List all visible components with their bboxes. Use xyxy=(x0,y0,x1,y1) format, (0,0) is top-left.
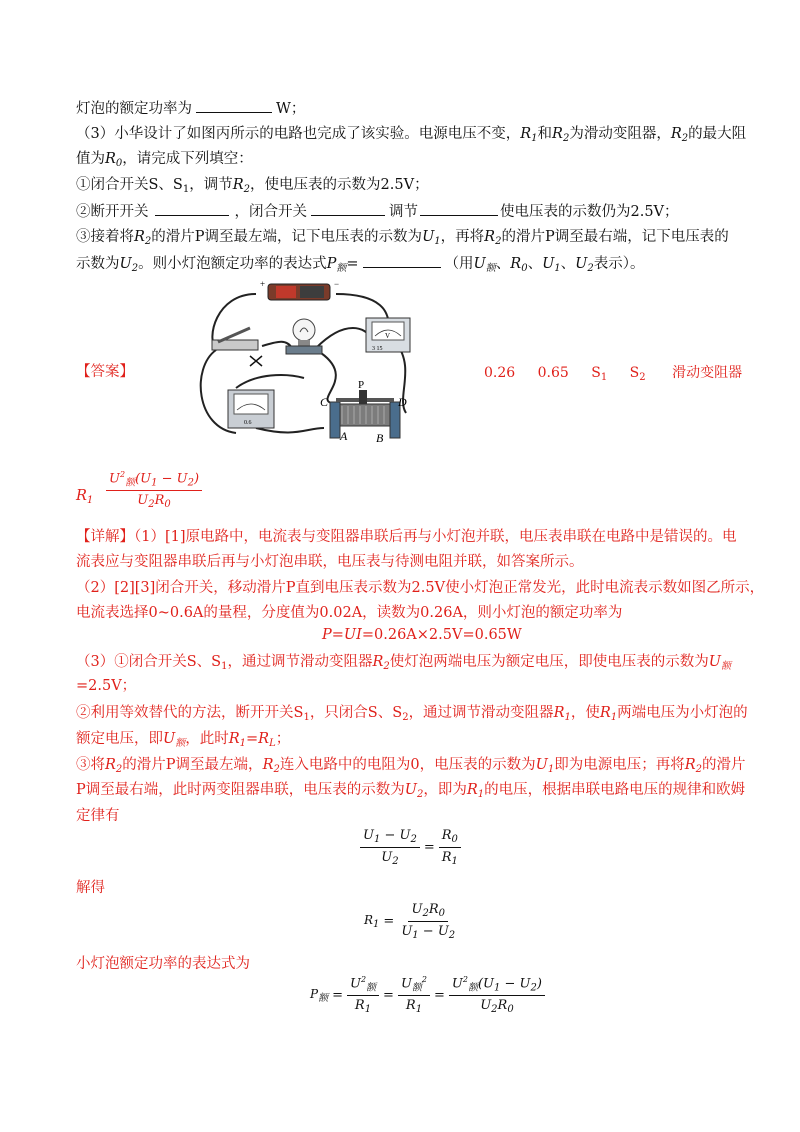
svg-text:A: A xyxy=(340,429,348,443)
detail-p1b: 流表应与变阻器串联后再与小灯泡串联，电压表与待测电阻并联，如答案所示。 xyxy=(76,554,584,570)
equation-power: $P_额$ = $\frac{U^2_额}{R_1}$ = $\frac{U_额^2}{R_1}$ = $\frac{U^2_额(U_1 - U_2)}{U_2R_0}$ xyxy=(310,975,545,1015)
q3-step1: ①闭合开关S、$S_1$，调节$R_2$，使电压表的示数为2.5V； xyxy=(76,177,429,195)
q3-step3-line2: 示数为$U_2$。则小灯泡额定功率的表达式$P_额=$ （用$U_额$、$R_0$、$U_1$、$U_2$表示）。 xyxy=(76,253,645,279)
svg-text:P: P xyxy=(358,379,365,391)
detail-p3a: （3）①闭合开关S、$S_1$，通过调节滑动变阻器$R_2$使灯泡两端电压为额定电压，即使电压表的示数为$U_额$ xyxy=(76,654,731,672)
detail-p4b: 额定电压，即$U_额$，此时$R_1=R_L$； xyxy=(76,731,291,749)
svg-text:−: − xyxy=(334,279,340,289)
answer-values: 0.26 0.65 $S_1$ $S_2$ 滑动变阻器 xyxy=(484,365,743,383)
q3-step2: ②断开开关 ，闭合开关 调节 使电压表的示数仍为2.5V； xyxy=(76,201,679,222)
detail-jiede: 解得 xyxy=(76,880,105,896)
svg-text:0.6: 0.6 xyxy=(244,420,252,426)
detail-expr-label: 小灯泡额定功率的表达式为 xyxy=(76,956,250,972)
detail-p2c: P=UI=0.26A×2.5V=0.65W xyxy=(322,627,522,643)
detail-p3b: =2.5V； xyxy=(76,678,137,694)
svg-text:B: B xyxy=(376,431,384,445)
battery-icon xyxy=(260,279,339,300)
detail-p1a: 【详解】（1）[1]原电路中，电流表与变阻器串联后再与小灯泡并联，电压表串联在电路中是错误的。电 xyxy=(76,529,737,545)
q3-step3-line1: ③接着将$R_2$的滑片P调至最左端，记下电压表的示数为$U_1$，再将$R_2$的滑片P调至最右端，记下电压表的 xyxy=(76,229,729,247)
rheostat-icon xyxy=(320,379,407,445)
detail-p5a: ③将$R_2$的滑片P调至最左端，$R_2$连入电路中的电阻为0，电压表的示数为$U_1$即为电源电压；再将$R_2$的滑片 xyxy=(76,757,746,775)
q2-tail-line: 灯泡的额定功率为 W； xyxy=(76,98,305,119)
svg-text:+: + xyxy=(260,279,266,289)
answer-r1: $R_1$ xyxy=(76,488,94,506)
ammeter-icon xyxy=(228,390,274,428)
svg-text:V: V xyxy=(385,332,391,340)
voltmeter-icon xyxy=(366,318,410,352)
answer-blank xyxy=(196,98,272,113)
detail-p2b: 电流表选择0~0.6A的量程，分度值为0.02A，读数为0.26A，则小灯泡的额定功率为 xyxy=(76,605,623,621)
detail-p5c: 定律有 xyxy=(76,808,120,824)
q3-intro-line2: 值为$R_0$，请完成下列填空： xyxy=(76,151,253,169)
answer-expression: $\frac{U^2_额(U_1 - U_2)}{U_2R_0}$ xyxy=(106,470,202,510)
equation-ratio: $\frac{U_1 - U_2}{U_2}$ = $\frac{R_0}{R_1}$ xyxy=(360,828,461,867)
cross-mark xyxy=(250,356,262,366)
detail-p4a: ②利用等效替代的方法，断开开关$S_1$，只闭合S、$S_2$，通过调节滑动变阻器$R_1$，使$R_1$两端电压为小灯泡的 xyxy=(76,705,748,723)
detail-p5b: P调至最右端，此时两变阻器串联，电压表的示数为$U_2$，即为$R_1$的电压，根据串联电路电压的规律和欧姆 xyxy=(76,782,746,800)
answer-label: 【答案】 xyxy=(76,364,134,380)
detail-p2a: （2）[2][3]闭合开关，移动滑片P直到电压表示数为2.5V使小灯泡正常发光，此时电流表示数如图乙所示， xyxy=(76,580,765,596)
svg-text:D: D xyxy=(398,395,407,409)
svg-text:3 15: 3 15 xyxy=(372,346,383,352)
q3-intro-line1: （3）小华设计了如图丙所示的电路也完成了该实验。电源电压不变，$R_1$和$R_2$为滑动变阻器，$R_2$的最大阻 xyxy=(76,126,747,144)
switch-icon xyxy=(212,328,258,350)
circuit-diagram xyxy=(196,278,420,456)
equation-r1: $R_1$ = $\frac{U_2R_0}{U_1 - U_2}$ xyxy=(364,902,456,941)
lamp-icon xyxy=(286,319,322,354)
svg-text:C: C xyxy=(320,395,329,409)
